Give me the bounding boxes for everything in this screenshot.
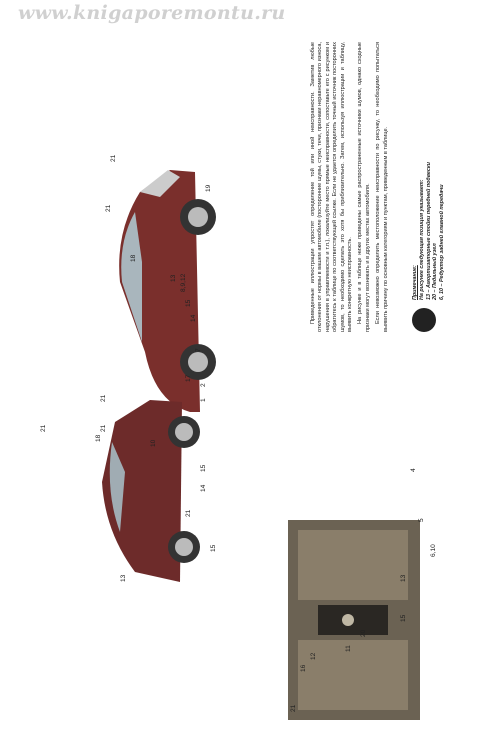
- callout-label-front: 21: [110, 154, 117, 162]
- note-line: На рисунке следующая позиция указывает:: [418, 179, 425, 300]
- callout-label-interior: 11: [345, 645, 352, 652]
- callout-label-interior: 4: [410, 468, 417, 472]
- body-text: [310, 42, 393, 332]
- callout-label-rear: 21: [185, 509, 192, 517]
- callout-label-front: 21: [100, 424, 107, 432]
- callout-label-front: 21: [105, 204, 112, 212]
- callout-label-rear: 21: [100, 394, 107, 402]
- callout-label-interior: 5: [418, 518, 425, 522]
- callout-label-interior: 21: [290, 704, 297, 712]
- callout-label-interior: 20: [360, 629, 367, 637]
- callout-label-rear: 18: [95, 434, 102, 442]
- callout-label-front: 18: [130, 254, 137, 262]
- callout-label-front: 13: [170, 274, 177, 282]
- callout-label-rear: 15: [200, 464, 207, 472]
- note-line: 20 – Педальный узел: [432, 243, 439, 300]
- callout-label-front: 7: [195, 348, 202, 352]
- callout-label-interior: 12: [310, 652, 317, 660]
- callout-label-interior: 15: [400, 614, 407, 622]
- note-line: 13 – Амортизаторные стойки передней подвески: [425, 162, 432, 300]
- callout-label-interior: 16: [300, 664, 307, 672]
- callout-label-front: 19: [205, 184, 212, 192]
- callout-label-rear: 2: [200, 383, 207, 387]
- callout-label-rear: 14: [200, 484, 207, 492]
- paragraph-2: На рисунке и в таблице ниже приведены самые распространенные источники шумов, однако сходные признаки могут возникать и в других местах автомобиля.: [357, 42, 371, 332]
- warning-icon: [412, 308, 436, 332]
- paragraph-3: Если невозможно определить местоположение неисправности по рисунку, то необходимо попытаться выявить причину по основным категориям и пунктам, приведенным в таблице.: [375, 42, 389, 332]
- callout-label-rear: 15: [210, 544, 217, 552]
- note-title: Примечание:: [412, 265, 418, 300]
- note-line: 6, 10 – Редуктор задней главной передачи: [439, 184, 446, 300]
- callout-label-interior: 6,10: [430, 544, 437, 557]
- callout-label-rear: 13: [120, 574, 127, 582]
- note-block: [412, 100, 446, 300]
- callout-label-front: 17: [185, 374, 192, 382]
- paragraph-1: Приведенные иллюстрации упростят определение той или иной неисправности. Заметив любые отклонения от нормы в вашем автомобиле (посторонние шумы, стуки, течи, признаки неравномерного износа, нарушения в управляемости и т.п.), локализуйте место прямые неисправности, сопоставьте его с рисунком и обратитесь к таблице по соответствующей ссылке. Если не удается определить точный источник посторонних шумов, то необходимо сделать это хотя бы приблизительно. Затем, используя иллюстрации и таблицу, выявить конкретную неисправность.: [310, 42, 354, 332]
- rear-car-illustration: [80, 392, 210, 592]
- callout-label-front: 14: [190, 314, 197, 322]
- callout-label-front: 1: [200, 398, 207, 402]
- callout-label-front: 10: [150, 439, 157, 447]
- callout-label-interior: 13: [400, 574, 407, 582]
- callout-label-front: 8,9,12: [180, 273, 187, 292]
- page-footer: [0, 728, 500, 732]
- callout-label-rear: 21: [40, 424, 47, 432]
- callout-label-front: 15: [185, 299, 192, 307]
- watermark: www.knigaporemontu.ru: [18, 2, 286, 24]
